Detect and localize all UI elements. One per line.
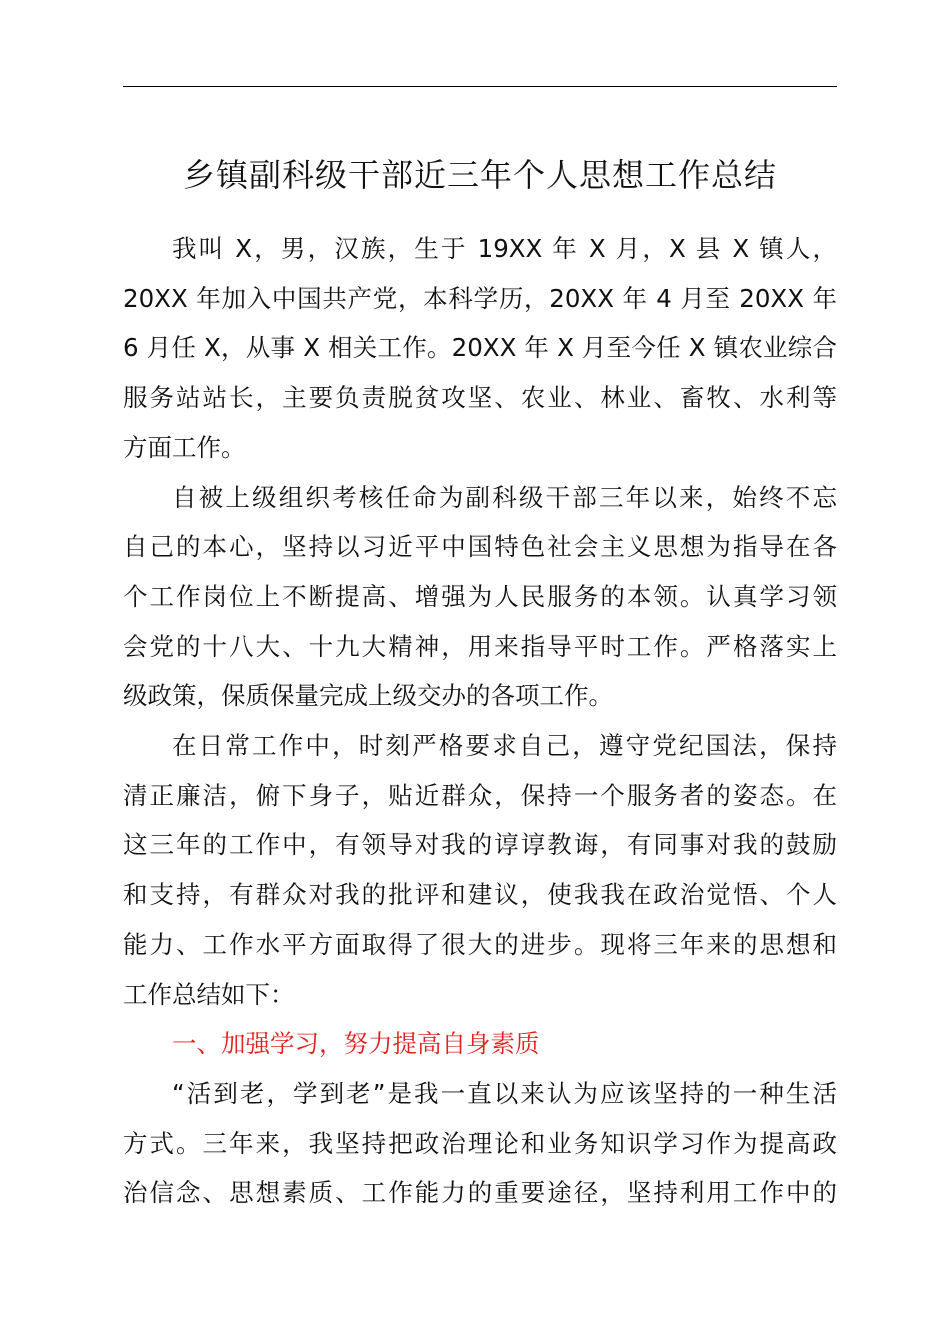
document-title: 乡镇副科级干部近三年个人思想工作总结 <box>182 156 777 194</box>
text-line: 和支持，有群众对我的批评和建议，使我我在政治觉悟、个人 <box>123 880 837 910</box>
text-line: 治信念、思想素质、工作能力的重要途径，坚持利用工作中的 <box>123 1178 837 1208</box>
text-line: 20XX 年加入中国共产党，本科学历，20XX 年 4 月至 20XX 年 <box>123 283 837 313</box>
text-line: 级政策，保质保量完成上级交办的各项工作。 <box>123 681 613 711</box>
text-line: 方面工作。 <box>123 432 246 462</box>
paragraph-daily-work <box>123 721 837 1019</box>
header-rule <box>123 86 837 87</box>
paragraph-study <box>123 1069 837 1218</box>
text-line: 工作总结如下： <box>123 979 295 1009</box>
text-line: 清正廉洁，俯下身子，贴近群众，保持一个服务者的姿态。在 <box>123 780 837 810</box>
text-line: 这三年的工作中，有领导对我的谆谆教诲，有同事对我的鼓励 <box>123 830 837 860</box>
section-heading-text: 一、加强学习，努力提高自身素质 <box>172 1029 540 1059</box>
text-line: “活到老，学到老”是我一直以来认为应该坚持的一种生活 <box>172 1078 837 1108</box>
paragraph-intro <box>123 224 837 473</box>
text-line: 服务站站长，主要负责脱贫攻坚、农业、林业、畜牧、水利等 <box>123 383 837 413</box>
text-line: 我叫 X，男，汉族，生于 19XX 年 X 月，X 县 X 镇人， <box>172 234 837 263</box>
paragraph-appointment <box>123 473 837 722</box>
text-line: 在日常工作中，时刻严格要求自己，遵守党纪国法，保持 <box>172 731 837 761</box>
text-line: 会党的十八大、十九大精神，用来指导平时工作。严格落实上 <box>123 631 837 661</box>
text-line: 方式。三年来，我坚持把政治理论和业务知识学习作为提高政 <box>123 1128 837 1158</box>
document-body <box>123 224 837 1218</box>
text-line: 能力、工作水平方面取得了很大的进步。现将三年来的思想和 <box>123 929 837 959</box>
section-heading <box>123 1019 837 1069</box>
text-line: 6 月任 X，从事 X 相关工作。20XX 年 X 月至今任 X 镇农业综合 <box>123 333 837 363</box>
text-line: 自己的本心，坚持以习近平中国特色社会主义思想为指导在各 <box>123 532 837 562</box>
text-line: 自被上级组织考核任命为副科级干部三年以来，始终不忘 <box>172 482 837 512</box>
text-line: 个工作岗位上不断提高、增强为人民服务的本领。认真学习领 <box>123 581 837 611</box>
